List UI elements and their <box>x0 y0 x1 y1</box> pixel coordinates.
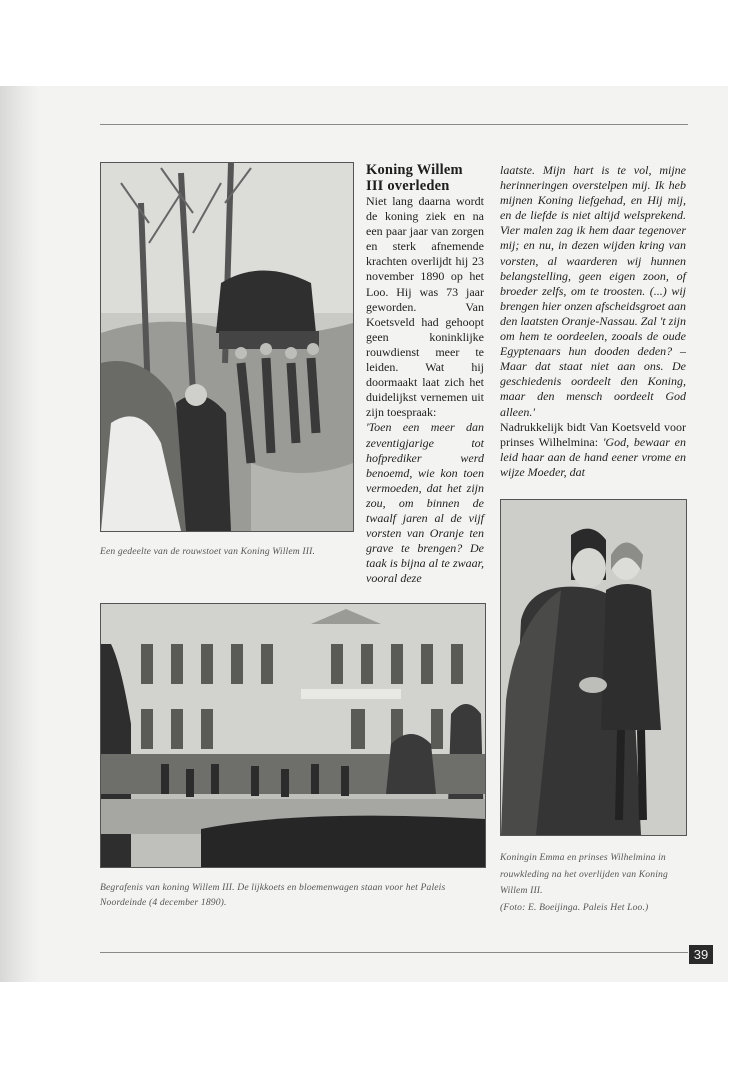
top-rule <box>100 124 688 125</box>
article-column-2 <box>500 163 686 480</box>
column-2-quote: laatste. Mijn hart is te vol, mijne herinneringen overstelpen mij. Ik heb mijnen Koning liefgehad, en Hij mij, en de liefde is niet altijd welsprekend. Vier malen zag ik hem daar tegenover mij; en nu, in dezen wijden kring van vorsten, al waarderen wij hunnen belangstelling, geen eigen zoon, of broeder zelfs, om te troosten. (...) wij brengen hier onzen afscheidsgroet aan den laatsten Oranje-Nassau. Zal 't zijn om hem te oordeelen, zooals de oude Egyptenaars hun dooden deden? – Maar dat staat niet aan ons. De geschiedenis oordeelt den Koning, maar den mensch oordeelt God alleen.' <box>500 163 686 419</box>
magazine-page <box>0 86 728 982</box>
column-1-quote: 'Toen een meer dan zeventigjarige tot hofprediker werd benoemd, wie kon toen vermoeden, dat het zijn zou, om binnen de twaalf jaren al de vijf vorsten van Oranje ten grave te brengen? De taak is bijna al te zwaar, vooral deze <box>366 420 484 586</box>
portrait-photo-credit: (Foto: E. Boeijinga. Paleis Het Loo.) <box>500 901 649 913</box>
funeral-caption: Begrafenis van koning Willem III. De lijkkoets en bloemenwagen staan voor het Paleis Noordeinde (4 december 1890). <box>100 882 446 908</box>
procession-caption: Een gedeelte van de rouwstoet van Koning Willem III. <box>100 546 315 557</box>
page-number: 39 <box>689 945 713 964</box>
portrait-caption <box>500 850 688 916</box>
article-column-1 <box>366 162 484 586</box>
procession-engraving <box>100 162 354 532</box>
page-spine-shadow <box>0 86 40 982</box>
funeral-photo <box>100 603 486 868</box>
column-2-prayer: 'God, bewaar en leid haar aan de hand eener vrome en wijze Moeder, dat <box>500 434 686 479</box>
column-2-body <box>500 420 686 480</box>
portrait-photo <box>500 499 687 836</box>
portrait-caption-text: Koningin Emma en prinses Wilhelmina in rouwkleding na het overlijden van Koning Willem III. <box>500 852 668 896</box>
bottom-rule <box>100 952 688 953</box>
column-1-body: Niet lang daarna wordt de koning ziek en na een paar jaar van zorgen en sterk afnemende krachten overlijdt hij 23 november 1890 op het Loo. Hij was 73 jaar geworden. Van Koetsveld had gehoopt geen koninklijke rouwdienst meer te leiden. Wat hij doormaakt laat zich het duidelijkst vernemen uit zijn toespraak: <box>366 194 484 420</box>
column-2-intro: Nadrukkelijk bidt Van Koetsveld voor prinses Wilhelmina: <box>500 419 686 449</box>
article-title: Koning Willem III overleden <box>366 162 463 194</box>
